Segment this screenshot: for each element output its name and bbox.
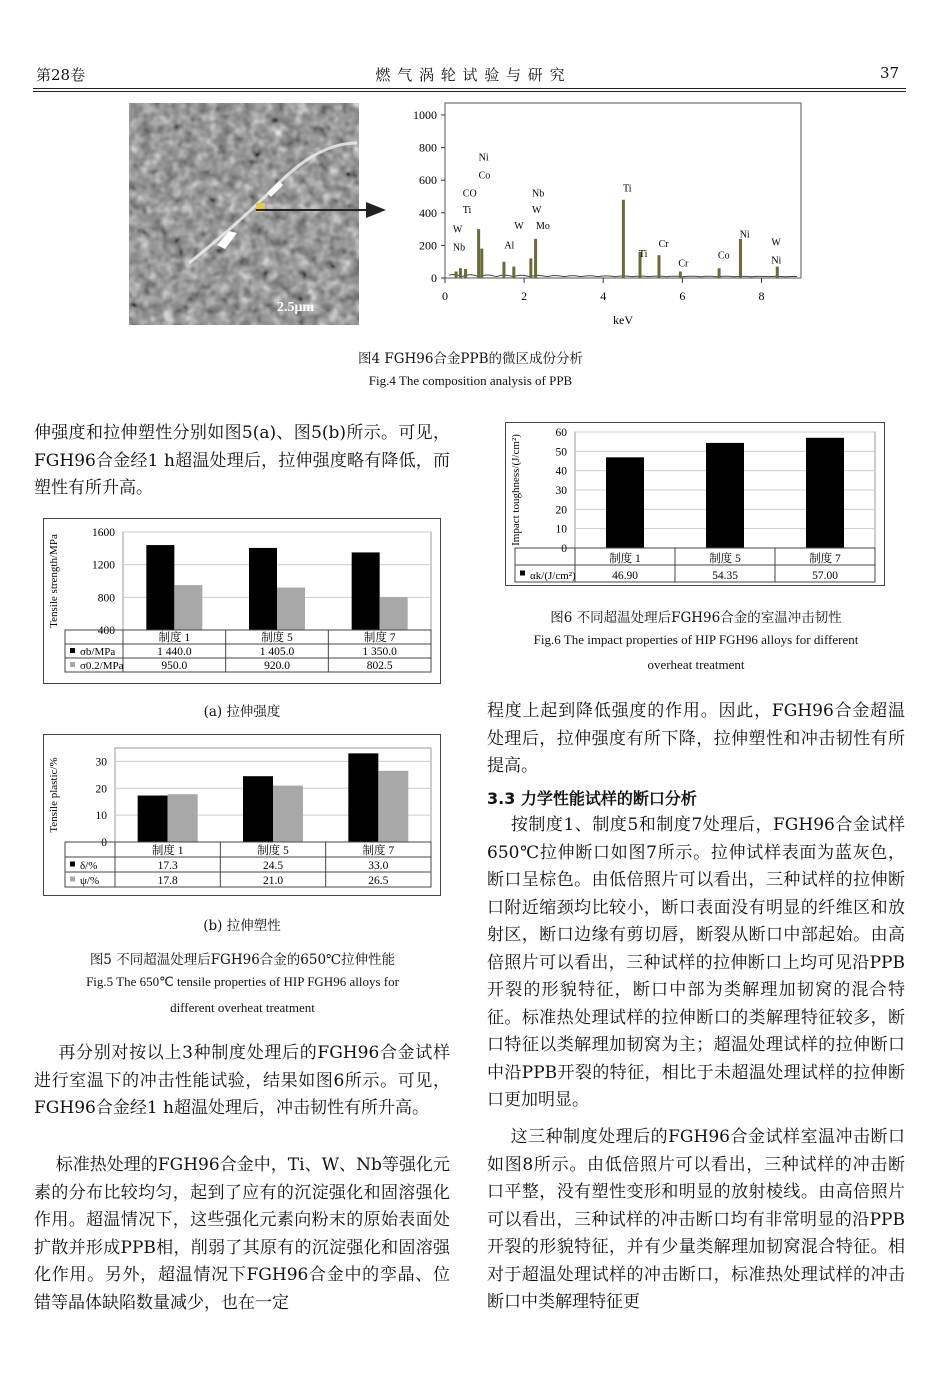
tensile-strength-chart <box>43 518 441 684</box>
y-tick-label: 10 <box>95 810 107 823</box>
data-label: 1 440.0 <box>157 646 192 658</box>
legend-label: αk/(J/cm²) <box>530 570 576 582</box>
bar-σb/MPa <box>146 545 174 630</box>
data-label: 33.0 <box>368 860 389 872</box>
eds-peak-label: Ni <box>739 229 750 241</box>
eds-peak-label: Co <box>478 170 491 182</box>
eds-peak <box>459 268 462 278</box>
paragraph-tensile-fracture: 按制度1、制度5和制度7处理后，FGH96合金试样650℃拉伸断口如图7所示。拉伸试样表面为蓝灰色，断口呈棕色。由低倍照片可以看出，三种试样的拉伸断口附近缩颈均比较小，断口表面没有明显的纤维区和放射区，断口边缘有剪切唇，断裂从断口中部起始。由高倍照片可以看出，三种试样的拉伸断口上均可见沿PPB开裂的形貌特征，断口中部为类解理加韧窝的混合特征。标准热处理试样的拉伸断口的类解理特征较多，断口特征以类解理加韧窝为主；超温处理试样的拉伸断口中沿PPB开裂的特征，相比于未超温处理试样的拉伸断口更加明显。 <box>487 815 906 1110</box>
journal-volume: 第28卷 <box>36 66 86 84</box>
eds-x-axis-label: keV <box>613 313 633 327</box>
data-label: 21.0 <box>262 875 284 887</box>
bar-σb/MPa <box>249 548 277 630</box>
eds-peak-label: Al <box>504 240 515 252</box>
paragraph-strength-conclusion: 程度上起到降低强度的作用。因此，FGH96合金超温处理后，拉伸强度有所下降，拉伸塑性和冲击韧性有所提高。 <box>487 701 905 776</box>
fig5-caption-en-2: different overheat treatment <box>170 1000 315 1015</box>
y-axis-label: Impact toughness/(J/cm²) <box>510 434 522 546</box>
data-label: 54.35 <box>712 570 738 582</box>
paragraph-impact-test: 再分别对按以上3种制度处理后的FGH96合金试样进行室温下的冲击性能试验，结果如图6所示。可见，FGH96合金经1 h超温处理后，冲击韧性有所升高。 <box>34 1043 450 1118</box>
y-tick-label: 1200 <box>92 559 115 572</box>
eds-peak-label: W <box>532 204 542 216</box>
eds-peak <box>739 239 742 278</box>
category-label: 制度 1 <box>151 845 184 857</box>
y-tick-label: 1600 <box>92 527 115 539</box>
data-label: 26.5 <box>368 875 389 887</box>
y-tick-label: 800 <box>97 592 115 605</box>
y-tick-label: 50 <box>555 446 567 459</box>
eds-peak <box>455 271 458 278</box>
bar-ψ/% <box>168 794 198 842</box>
data-label: 57.00 <box>812 570 838 582</box>
y-tick-label: 30 <box>95 756 107 769</box>
header-rule-bottom <box>33 91 906 92</box>
data-label: 950.0 <box>161 660 188 672</box>
eds-x-tick-label: 2 <box>521 289 528 303</box>
eds-peak <box>718 268 721 278</box>
eds-peak-label: Ni <box>478 152 489 164</box>
section-heading-3-3: 3.3 力学性能试样的断口分析 <box>487 789 697 808</box>
tensile-plastic-chart <box>43 734 441 896</box>
bar-δ/% <box>348 753 378 842</box>
legend-swatch <box>520 571 525 576</box>
y-tick-label: 400 <box>97 625 115 637</box>
eds-peak <box>502 262 505 278</box>
journal-title: 燃 气 涡 轮 试 验 与 研 究 <box>375 66 566 84</box>
eds-y-tick-label: 200 <box>419 238 437 253</box>
eds-peak <box>622 200 625 278</box>
category-label: 制度 5 <box>257 845 289 857</box>
legend-swatch <box>70 662 75 667</box>
bar-αk/(J/cm²) <box>806 438 844 548</box>
eds-peak-label: Ti <box>623 183 632 195</box>
bar-σ0.2/MPa <box>380 597 408 630</box>
category-label: 制度 1 <box>158 632 191 644</box>
eds-y-tick-label: 0 <box>431 271 437 285</box>
eds-y-tick-label: 600 <box>419 173 437 188</box>
eds-peak <box>776 267 779 278</box>
impact-toughness-chart <box>505 422 885 586</box>
fig5a-label: (a) 拉伸强度 <box>203 704 281 720</box>
y-axis-label: Tensile plastic/% <box>48 757 60 833</box>
data-label: 1 350.0 <box>362 646 397 658</box>
bar-ψ/% <box>378 771 408 842</box>
eds-peak <box>679 271 682 278</box>
eds-peak-label: Ni <box>771 255 782 267</box>
fig4-caption-en: Fig.4 The composition analysis of PPB <box>368 373 573 388</box>
legend-swatch <box>70 877 75 882</box>
eds-peak-label: Cr <box>678 258 689 270</box>
y-tick-label: 20 <box>555 504 567 517</box>
eds-y-tick-label: 1000 <box>413 108 437 122</box>
eds-peak-label: Nb <box>452 242 466 254</box>
fig6-caption-en-1: Fig.6 The impact properties of HIP FGH96 alloys for different <box>533 632 859 647</box>
paragraph-strengthening: 标准热处理的FGH96合金中，Ti、W、Nb等强化元素的分布比较均匀，起到了应有的沉淀强化和固溶强化作用。超温情况下，这些强化元素向粉末的原始表面处扩散并形成PPB相，削弱了其原有的沉淀强化和固溶强化作用。另外，超温情况下FGH96合金中的孪晶、位错等晶体缺陷数量减少，也在一定 <box>34 1155 450 1313</box>
category-label: 制度 1 <box>609 553 641 565</box>
eds-peak-label: Ti <box>638 248 648 260</box>
y-tick-label: 40 <box>555 465 567 478</box>
page-number: 37 <box>880 64 900 82</box>
data-label: 1 405.0 <box>259 646 295 658</box>
eds-peak-label: W <box>514 221 524 233</box>
eds-peak-label: Co <box>717 250 730 262</box>
scale-label: 2.5μm <box>277 300 315 315</box>
eds-peak-label: Mo <box>535 221 550 233</box>
legend-swatch <box>70 862 75 867</box>
fig6-caption-en-2: overheat treatment <box>647 657 745 672</box>
eds-peak <box>480 249 483 278</box>
eds-peak <box>477 229 480 278</box>
eds-peak-label: Cr <box>658 239 669 251</box>
fig5-caption-en-1: Fig.5 The 650℃ tensile properties of HIP FGH96 alloys for <box>86 974 399 989</box>
bar-αk/(J/cm²) <box>606 457 644 548</box>
data-label: 24.5 <box>262 860 284 872</box>
category-label: 制度 5 <box>709 553 741 565</box>
category-label: 制度 7 <box>809 553 841 565</box>
bar-σ0.2/MPa <box>277 588 305 630</box>
eds-y-tick-label: 400 <box>419 205 437 220</box>
data-label: 46.90 <box>612 570 638 582</box>
y-tick-label: 0 <box>101 837 107 849</box>
y-tick-label: 60 <box>555 427 567 439</box>
y-axis-label: Tensile strength/MPa <box>48 534 60 628</box>
eds-peak-label: Nb <box>532 188 545 200</box>
bar-δ/% <box>243 776 273 842</box>
bar-δ/% <box>138 796 168 842</box>
legend-label: ψ/% <box>80 875 100 887</box>
legend-swatch <box>70 648 75 653</box>
eds-peak <box>534 239 537 278</box>
eds-peak <box>529 258 532 278</box>
paragraph-impact-fracture: 这三种制度处理后的FGH96合金试样室温冲击断口如图8所示。由低倍照片可以看出，三种试样的冲击断口平整，没有塑性变形和明显的放射棱线。由高倍照片可以看出，三种试样的冲击断口均有非常明显的沿PPB开裂的形貌特征，并有少量类解理加韧窝混合特征。相对于超温处理试样的冲击断口，标准热处理试样的冲击断口中类解理特征更 <box>487 1127 905 1312</box>
paragraph-tensile-intro: 伸强度和拉伸塑性分别如图5(a)、图5(b)所示。可见，FGH96合金经1 h超温处理后，拉伸强度略有降低，而塑性有所升高。 <box>34 423 450 498</box>
legend-label: σ0.2/MPa <box>80 660 124 672</box>
category-label: 制度 7 <box>362 845 395 857</box>
eds-x-tick-label: 6 <box>679 289 686 303</box>
y-tick-label: 10 <box>555 523 567 536</box>
arrow-icon <box>256 200 392 220</box>
data-label: 17.8 <box>157 875 178 887</box>
data-label: 17.3 <box>157 860 178 872</box>
legend-label: σb/MPa <box>80 646 116 658</box>
eds-y-tick-label: 800 <box>419 140 437 155</box>
eds-x-tick-label: 8 <box>758 289 765 303</box>
eds-peak <box>464 269 467 278</box>
y-tick-label: 20 <box>95 783 107 796</box>
eds-peak-label: W <box>452 224 463 236</box>
eds-peak <box>657 255 660 278</box>
y-tick-label: 0 <box>561 543 567 555</box>
eds-peak-label: CO <box>462 188 477 200</box>
y-tick-label: 30 <box>555 485 567 497</box>
fig5-caption-cn: 图5 不同超温处理后FGH96合金的650℃拉伸性能 <box>89 952 396 968</box>
eds-peak-label: W <box>771 237 781 249</box>
eds-x-tick-label: 4 <box>600 289 607 303</box>
bar-σb/MPa <box>352 552 380 630</box>
legend-label: δ/% <box>80 860 98 872</box>
category-label: 制度 5 <box>261 632 293 644</box>
bar-σ0.2/MPa <box>174 585 202 630</box>
bar-ψ/% <box>273 786 303 842</box>
header-rule-top <box>33 88 906 89</box>
eds-peak-label: Ti <box>462 204 472 216</box>
fig5b-label: (b) 拉伸塑性 <box>203 918 281 934</box>
data-label: 920.0 <box>264 660 290 672</box>
fig6-caption-cn: 图6 不同超温处理后FGH96合金的室温冲击韧性 <box>550 610 842 626</box>
eds-peak <box>512 267 515 278</box>
eds-x-tick-label: 0 <box>442 289 448 303</box>
eds-spectrum-chart <box>400 100 810 332</box>
fig4-caption-cn: 图4 FGH96合金PPB的微区成份分析 <box>357 351 584 367</box>
data-label: 802.5 <box>366 660 393 672</box>
category-label: 制度 7 <box>363 632 396 644</box>
bar-αk/(J/cm²) <box>706 443 744 548</box>
